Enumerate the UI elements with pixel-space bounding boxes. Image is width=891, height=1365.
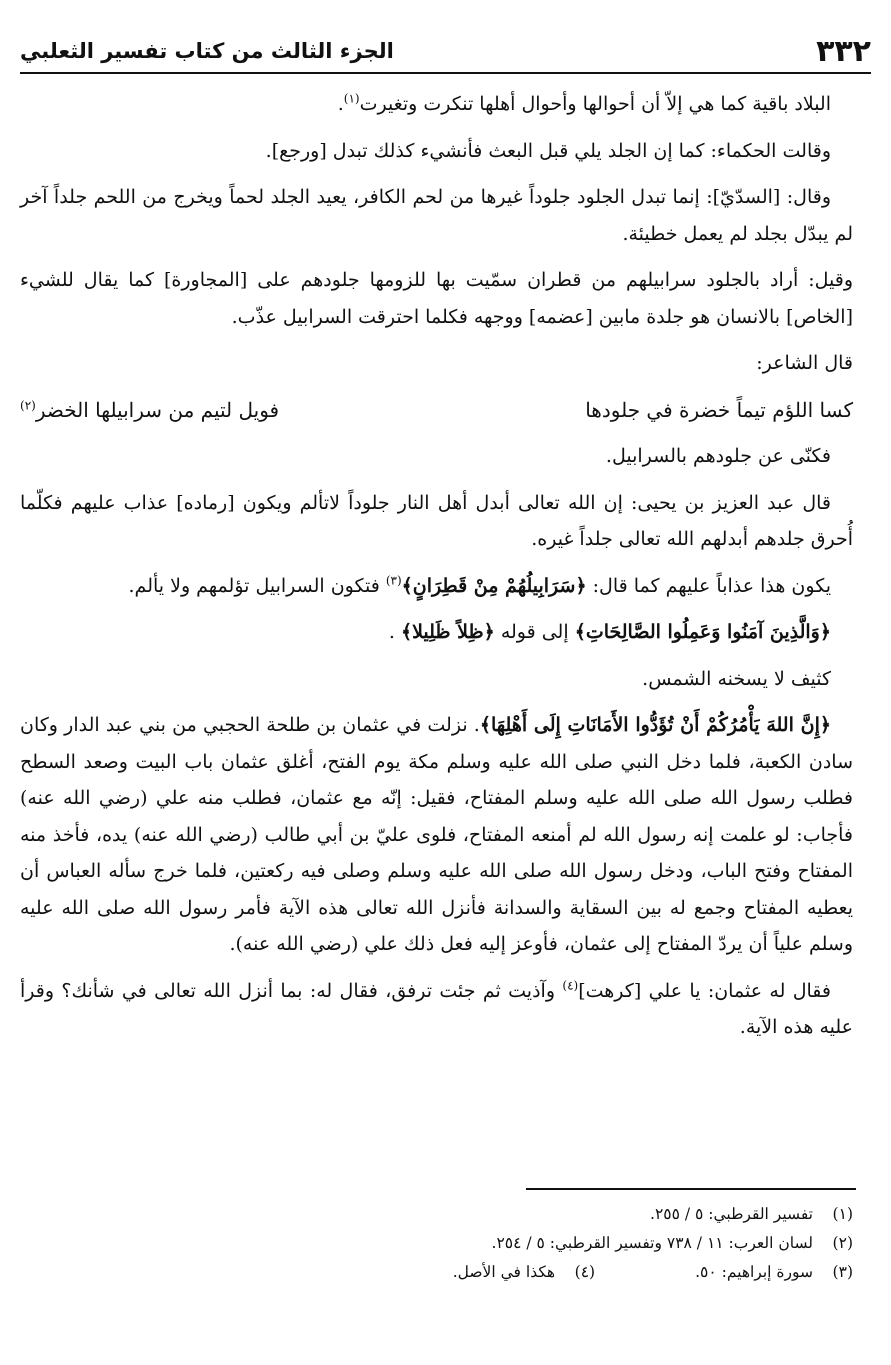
paragraph-5: قال الشاعر:: [756, 352, 853, 374]
footnote-4-number: (٤): [574, 1263, 596, 1281]
footnote-3-item: [695, 1258, 853, 1287]
poem-first-hemistich: كسا اللؤم تيماً خضرة في جلودها: [585, 397, 853, 422]
paragraph-8-end: فتكون السرابيل تؤلمهم ولا يألم.: [128, 574, 380, 597]
footnote-ref-2: (٢): [20, 397, 36, 412]
paragraph-8: [20, 568, 853, 605]
quran-verse-zillan: ﴿ظِلاً ظَلِيلا﴾: [400, 621, 495, 643]
footnote-ref-1: (١): [343, 91, 360, 106]
page-header: [20, 30, 871, 74]
paragraph-1: [20, 86, 853, 123]
footnote-4-item: [453, 1258, 595, 1287]
paragraph-12-end: وآذيت ثم جئت ترفق، فقال له: بما أنزل الله تعالى في شأنك؟ وقرأ عليه هذه الآية.: [20, 979, 853, 1038]
paragraph-9: [20, 614, 853, 651]
footnotes: [20, 1200, 853, 1287]
quran-verse-alladhina: ﴿وَالَّذِينَ آمَنُوا وَعَمِلُوا الصَّالِحَاتِ﴾: [574, 621, 831, 643]
footnote-4-text: هكذا في الأصل.: [452, 1263, 556, 1281]
footnote-2: [20, 1229, 853, 1258]
quran-verse-amanat: ﴿إِنَّ اللهَ يَأْمُرُكُمْ أَنْ تُؤَدُّوا الأَمَانَاتِ إِلَى أَهْلِهَا﴾: [479, 714, 831, 736]
footnote-3-number: (٣): [832, 1263, 853, 1281]
footnote-2-text: لسان العرب: ١١ / ٧٣٨ وتفسير القرطبي: ٥ / ٢٥٤.: [491, 1234, 813, 1252]
footnote-2-item: [492, 1229, 854, 1258]
poem-second-hemistich: [20, 392, 279, 429]
page-number: ٣٣٢: [816, 33, 871, 69]
footnote-ref-3: (٣): [385, 573, 402, 588]
footnote-3-4: [20, 1258, 853, 1287]
paragraph-11-text: . نزلت في عثمان بن طلحة الحجبي من بني عبد الدار وكان سادن الكعبة، فلما دخل النبي صلى الله عليه وسلم مكة يوم الفتح، أغلق عثمان باب البيت وصعد السطح فطلب رسول الله صلى الله عليه وسلم المفتاح، فقيل: إنّه مع عثمان، فطلب منه علي (رضي الله عنه) فأجاب: لو علمت إنه رسول الله لم أمنعه المفتاح، فلوى عليّ بن أبي طالب (رضي الله عنه) يده، فأخذ منه المفتاح وفتح الباب، ودخل رسول الله صلى الله عليه وسلم وصلى فيه ركعتين، فلما خرج سأله العباس أن يعطيه المفتاح وجمع له بين السقاية والسدانة فأنزل الله تعالى هذه الآية فأمر رسول الله صلى الله عليه وسلم علياً أن يردّ المفتاح إلى عثمان، فأوعز إليه فعل ذلك علي (رضي الله عنه).: [20, 714, 853, 955]
paragraph-7: قال عبد العزيز بن يحيى: إن الله تعالى أبدل أهل النار جلوداً لاتألم ويكون [رماده] عذاب عليهم فكلّما أُحرق جلدهم أبدلهم الله تعالى جلداً غيره.: [20, 491, 853, 550]
paragraph-4: وقيل: أراد بالجلود سرابيلهم من قطران سمّيت بها للزومها جلودهم على [المجاورة] كما يقال للشيء [الخاص] بالانسان هو جلدة مابين [عضمه] ووجهه فكلما احترقت السرابيل عذّب.: [20, 269, 853, 328]
footnote-1: [20, 1200, 853, 1229]
footnote-1-item: [650, 1200, 853, 1229]
paragraph-10: كثيف لا يسخنه الشمس.: [642, 667, 831, 690]
running-title: الجزء الثالث من كتاب تفسير الثعلبي: [20, 39, 394, 63]
paragraph-8-start: يكون هذا عذاباً عليهم كما قال:: [592, 574, 831, 597]
footnote-divider: [526, 1188, 856, 1190]
paragraph-1-text: البلاد باقية كما هي إلاّ أن أحوالها وأحوال أهلها تنكرت وتغيرت: [359, 93, 831, 115]
footnote-ref-4: (٤): [562, 978, 579, 993]
footnote-3-text: سورة إبراهيم: ٥٠.: [695, 1263, 813, 1281]
footnote-1-number: (١): [832, 1205, 853, 1223]
poem-second-text: فويل لتيم من سرابيلها الخضر: [35, 397, 280, 422]
paragraph-11: [20, 707, 853, 963]
footnote-1-text: تفسير القرطبي: ٥ / ٢٥٥.: [650, 1205, 813, 1223]
quran-verse-sarabeel: ﴿سَرَابِيلُهُمْ مِنْ قَطِرَانٍ﴾: [401, 574, 587, 597]
paragraph-9-end: .: [388, 621, 395, 643]
paragraph-1-end: .: [337, 93, 344, 115]
paragraph-12-start: فقال له عثمان: يا علي [كرهت]: [578, 979, 831, 1002]
paragraph-9-mid: إلى قوله: [500, 621, 569, 643]
footnote-2-number: (٢): [832, 1234, 853, 1252]
paragraph-3: وقال: [السدّيّ]: إنما تبدل الجلود جلوداً غيرها من لحم الكافر، يعيد الجلد لحماً ويخرج من اللحم جلداً آخر لم يبدّل بجلد لم يعمل خطيئة.: [20, 186, 853, 245]
main-text: [20, 86, 853, 1056]
paragraph-6: فكنّى عن جلودهم بالسرابيل.: [605, 445, 831, 467]
paragraph-12: [20, 973, 853, 1046]
poem-verse: [20, 392, 853, 429]
paragraph-2: وقالت الحكماء: كما إن الجلد يلي قبل البعث فأنشيء كذلك تبدل [ورجع].: [265, 139, 831, 162]
